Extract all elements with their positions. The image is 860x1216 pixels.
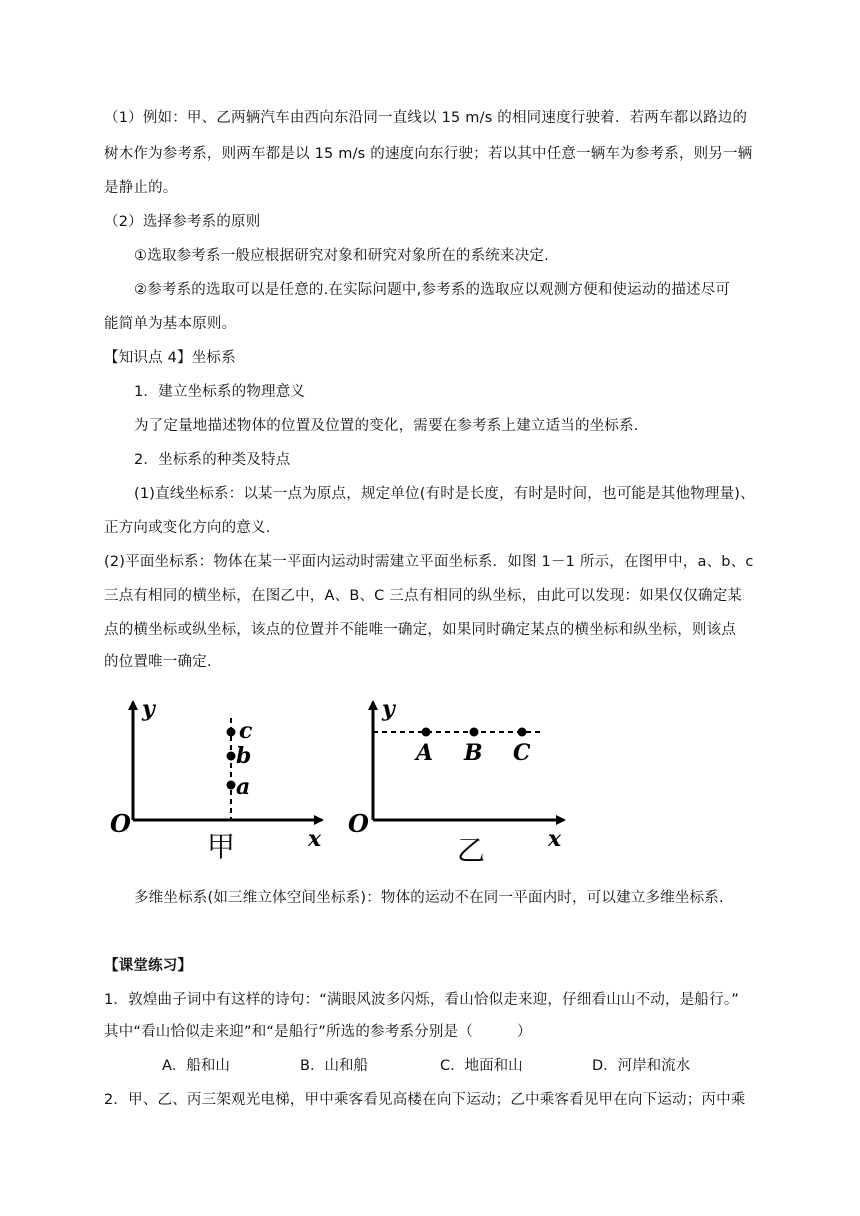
label-c: c — [239, 718, 253, 744]
plane-coordinate-line1: (2)平面坐标系：物体在某一平面内运动时需建立平面坐标系．如图 1－1 所示，在图甲中，a、b、c — [104, 554, 754, 570]
figure-right-coordinate-system — [342, 690, 582, 870]
linear-coordinate-line2: 正方向或变化方向的意义. — [104, 520, 271, 536]
label-C: C — [513, 740, 531, 766]
section-1-text: 为了定量地描述物体的位置及位置的变化，需要在参考系上建立适当的坐标系. — [134, 418, 639, 434]
linear-coordinate-line1: (1)直线坐标系：以某一点为原点，规定单位(有时是长度，有时是时间，也可能是其他物理量)、 — [134, 486, 755, 502]
option-a[interactable]: A．船和山 — [162, 1058, 230, 1074]
label-b: b — [236, 743, 252, 769]
figure-left-coordinate-system — [100, 690, 340, 870]
x-axis-label: x — [548, 826, 562, 852]
y-axis-label: y — [142, 696, 155, 722]
label-A: A — [416, 740, 434, 766]
point-b — [227, 752, 236, 761]
principle-item-2-line1: ②参考系的选取可以是任意的.在实际问题中,参考系的选取应以观测方便和使运动的描述尽可 — [134, 282, 731, 298]
principle-item-1: ①选取参考系一般应根据研究对象和研究对象所在的系统来决定. — [134, 248, 549, 264]
knowledge-point-4-heading: 【知识点 4】坐标系 — [104, 350, 236, 366]
principle-item-2-line2: 能简单为基本原则。 — [104, 316, 237, 332]
option-d[interactable]: D．河岸和流水 — [592, 1058, 691, 1074]
point-B — [470, 728, 479, 737]
exercise-heading: 【课堂练习】 — [104, 958, 193, 974]
paragraph-example-line2: 树木作为参考系，则两车都是以 15 m/s 的速度向东行驶；若以其中任意一辆车为参考系，则另一辆 — [104, 146, 753, 162]
y-axis-label: y — [382, 696, 395, 722]
point-c — [227, 728, 236, 737]
multidimensional-coordinate-text: 多维坐标系(如三维立体空间坐标系)：物体的运动不在同一平面内时，可以建立多维坐标系. — [134, 890, 724, 906]
section-1-heading: 1．建立坐标系的物理意义 — [134, 384, 306, 400]
plane-coordinate-line3: 点的横坐标或纵坐标，该点的位置并不能唯一确定，如果同时确定某点的横坐标和纵坐标，则该点 — [104, 622, 737, 638]
option-b[interactable]: B．山和船 — [300, 1058, 368, 1074]
option-c[interactable]: C．地面和山 — [440, 1058, 523, 1074]
paragraph-example-line1: （1）例如：甲、乙两辆汽车由西向东沿同一直线以 15 m/s 的相同速度行驶着．若两车都以路边的 — [104, 110, 748, 126]
plane-coordinate-line2: 三点有相同的横坐标，在图乙中，A、B、C 三点有相同的纵坐标，由此可以发现：如果仅仅确定某 — [104, 588, 743, 604]
point-a — [227, 781, 236, 790]
origin-label: O — [348, 809, 369, 838]
section-2-heading: 2．坐标系的种类及特点 — [134, 452, 291, 468]
point-C — [518, 728, 527, 737]
figure-caption-jia: 甲 — [207, 830, 236, 863]
paragraph-principle-heading: （2）选择参考系的原则 — [104, 214, 261, 230]
question-2-line1: 2．甲、乙、丙三架观光电梯，甲中乘客看见高楼在向下运动；乙中乘客看见甲在向下运动；丙中乘 — [104, 1092, 746, 1108]
paragraph-example-line3: 是静止的。 — [104, 180, 178, 196]
figure-caption-yi: 乙 — [457, 834, 486, 867]
x-axis-label: x — [308, 826, 322, 852]
question-1-line2: 其中“看山恰似走来迎”和“是船行”所选的参考系分别是（ ） — [104, 1024, 532, 1040]
label-B: B — [464, 740, 483, 766]
plane-coordinate-line4: 的位置唯一确定. — [104, 654, 212, 670]
origin-label: O — [110, 809, 131, 838]
point-A — [422, 728, 431, 737]
question-1-line1: 1．敦煌曲子词中有这样的诗句：“满眼风波多闪烁，看山恰似走来迎，仔细看山山不动，是船行。” — [104, 992, 739, 1008]
label-a: a — [236, 774, 251, 800]
